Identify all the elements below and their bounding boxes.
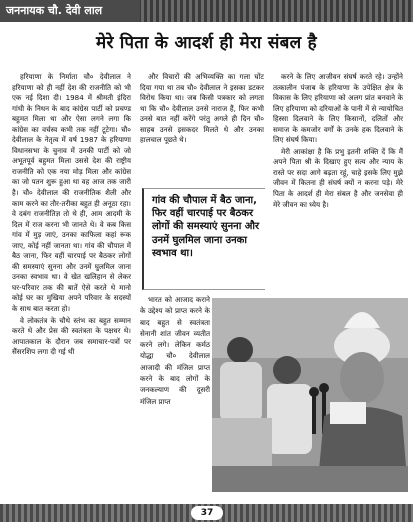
- page-number: 37: [191, 506, 223, 520]
- paragraph: मेरी आकांक्षा है कि प्रभु इतनी शक्ति दें कि मैं अपने पिता श्री के दिखाए हुए सत्य और न्याय के रास्ते पर सदा आगे बढ़ता रहूं, चाहे इसके लिए मुझे जीवन में कितना ही संघर्ष क्यों न करना पड़े। मेरे पिता के आदर्श ही मेरा संबल है और जनसेवा ही मेरे जीवन का ध्येय है।: [273, 146, 403, 209]
- magazine-name-label: जननायक चौ. देवी लाल: [0, 0, 140, 22]
- article-title: मेरे पिता के आदर्श ही मेरा संबल है: [95, 33, 318, 53]
- article-column-4: [140, 294, 210, 407]
- article-column-2: [140, 72, 264, 146]
- paragraph: वे लोकतंत्र के चौथे स्तंभ का बहुत सम्मान करते थे और प्रेस की स्वतंत्रता के पक्षधर थे। आपातकाल के दौरान जब समाचार-पत्रों पर सैंसरशिप लगा दी गई थी: [12, 315, 131, 357]
- paragraph: हरियाणा के निर्माता चौ० देवीलाल ने हरियाणा को ही नहीं देश की राजनीति को भी एक नई दिशा दी। 1984 में श्रीमती इंदिरा गांधी के निधन के बाद कांग्रेस पार्टी को प्रचण्ड बहुमत मिला था और ऐसा लगने लगा कि कांग्रेस का वर्चस्व कभी तक नहीं टूटेगा। चौ० देवीलाल के नेतृत्व में वर्ष 1987 के हरियाणा विधानसभा के चुनाव में उनकी पार्टी को जो अभूतपूर्व बहुमत मिला उससे देश की राष्ट्रीय राजनीति को एक नया मोड़ मिला और कांग्रेस का जो पतन शुरू हुआ था वह आज तक जारी है। चौ० देवीलाल की राजनीतिक शैली और काम करने का तौर-तरीका बहुत ही अनूठा रहा। वे दबंग राजनीतिज्ञ तो थे ही, आम आदमी के दिल में राज करना भी जानते थे। वे कब किस गांव में मुड़ जाएं, उनका काफिला कहां रूक जाए, कोई नहीं जानता था। गांव की चौपाल में बैठ जाना, फिर वहीं चारपाई पर बैठकर लोगों की समस्याएं सुनना और उनमें घुलमिल जाना उनका स्वभाव था। वे खेत खलिहान से लेकर घर-परिवार तक की बातें ऐसे करते थे मानो कोई घर का मुखिया अपने परिवार के सदस्यों के साथ बात करता हो।: [12, 72, 131, 314]
- speaker-photo-image: [212, 298, 408, 492]
- paragraph: भारत को आजाद कराने के उद्देश्य को प्राप्त करने के बाद बहुत से स्वतंत्रता सेनानी शांत जीवन व्यतीत करने लगे। लेकिन कर्मठ योद्धा चौ० देवीलाल आजादी की मंजिल प्राप्त करने के बाद लोगों के जनकल्याण की दूसरी मंजिल प्राप्त: [140, 295, 210, 406]
- article-column-1: [12, 72, 131, 358]
- paragraph: और विचारों की अभिव्यक्ति का गला घोंट दिया गया था तब चौ० देवीलाल ने इसका डटकर विरोध किया था। जब किसी पत्रकार को लगता था कि चौ० देवीलाल उनसे नाराज हैं, फिर कभी उनसे बात नहीं करेंगे परंतु अगले ही दिन चौ० साहब उनसे इसकदर मिलते थे और उनका हालचाल पूछते थे।: [140, 72, 264, 145]
- paragraph: करने के लिए आजीवन संघर्ष करते रहे। उन्होंने तत्कालीन पंजाब के हरियाणा के उपेक्षित क्षेत्र के विकास के लिए हरियाणा को अलग प्रांत बनवाने के लिए हरियाणा को दरियाओं के पानी में से न्यायोचित हिस्सा दिलवाने के लिए किसानों, दलितों और समाज के कमजोर वर्गों के उनके हक दिलवाने के लिए संघर्ष किया।: [273, 72, 403, 145]
- article-column-3: [273, 72, 403, 210]
- pull-quote: गांव की चौपाल में बैठ जाना, फिर वहीं चारपाई पर बैठकर लोगों की समस्याएं सुनना और उनमें घुलमिल जाना उनका स्वभाव था।: [142, 188, 265, 290]
- speaker-photo: [212, 298, 408, 492]
